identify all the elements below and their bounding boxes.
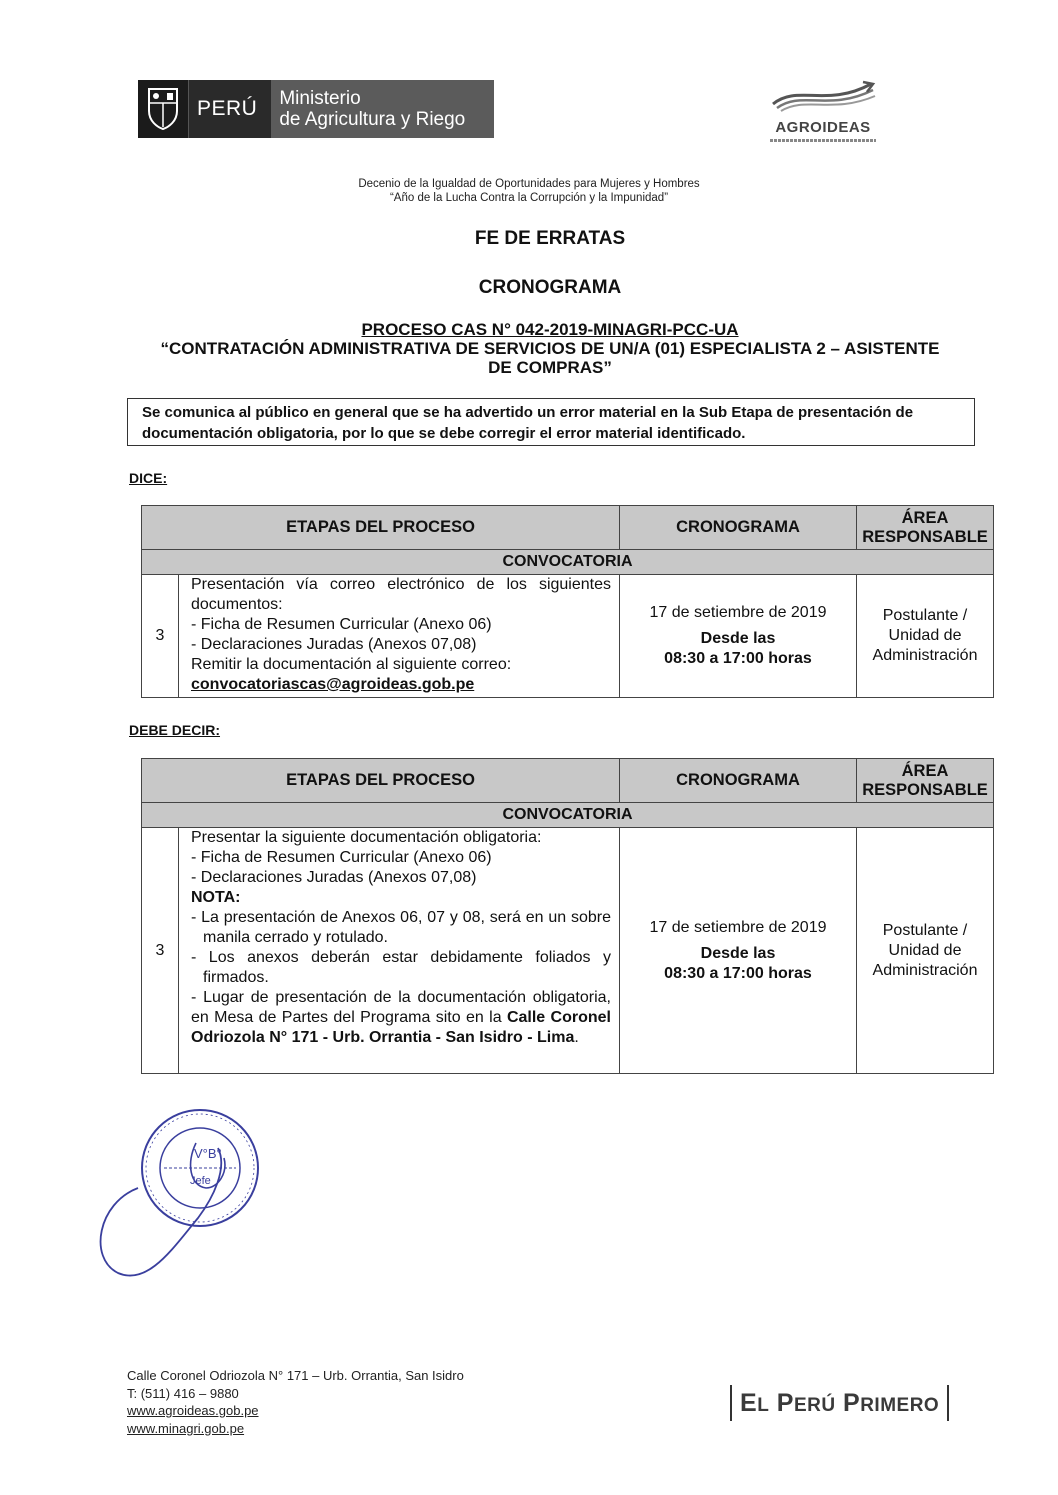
dice-label: DICE:: [129, 470, 168, 486]
page-title: FE DE ERRATAS: [474, 228, 626, 249]
official-stamp: [78, 1108, 268, 1293]
slogan-p1: P: [776, 1389, 794, 1417]
schedule-date: 17 de setiembre de 2019: [649, 918, 827, 936]
row-number: 3: [142, 828, 179, 1074]
email-address: convocatoriascas@agroideas.gob.pe: [191, 676, 475, 693]
nota-label: NOTA:: [191, 889, 241, 906]
notice-box: Se comunica al público en general que se ha advertido un error material en la Sub Etapa de presentación de documentación obligatoria, por lo que se debe corregir el error material identificado.: [127, 398, 975, 446]
ministry-name: [271, 80, 494, 138]
row-area: [857, 575, 994, 698]
nota-item: - La presentación de Anexos 06, 07 y 08, será en un sobre manila cerrado y rotulado.: [191, 909, 611, 946]
schedule-from: Desde las: [700, 944, 776, 962]
header-area-line-1: ÁREA: [901, 508, 949, 527]
debe-decir-table: [141, 758, 994, 1074]
debe-decir-label: DEBE DECIR:: [129, 722, 221, 738]
slogan-eru: ERÚ: [793, 1395, 836, 1416]
section-row: [142, 803, 994, 828]
ministry-line-2: de Agricultura y Riego: [279, 109, 466, 130]
row-area: [857, 828, 994, 1074]
row-schedule: [620, 828, 857, 1074]
row-description: [179, 828, 620, 1074]
header-area: [857, 506, 994, 550]
slogan-rimero: RIMERO: [860, 1395, 940, 1416]
area-line: Administración: [872, 961, 978, 979]
header-area-line-2: RESPONSABLE: [862, 527, 988, 546]
ministry-logo: [138, 80, 494, 138]
desc-line: - Ficha de Resumen Curricular (Anexo 06): [191, 616, 492, 633]
schedule-date: 17 de setiembre de 2019: [649, 604, 827, 621]
location-address: Calle Coronel Odriozola N° 171 - Urb. Orrantia - San Isidro - Lima: [191, 1009, 611, 1046]
header-area: [857, 759, 994, 803]
schedule-hours: 08:30 a 17:00 horas: [664, 964, 812, 982]
table-header-row: [142, 506, 994, 550]
agroideas-logo: [762, 78, 884, 142]
footer-address: Calle Coronel Odriozola N° 171 – Urb. Orrantia, San Isidro: [127, 1368, 464, 1383]
table-header-row: [142, 759, 994, 803]
area-line: Unidad de: [888, 627, 962, 644]
desc-line: Presentar la siguiente documentación obligatoria:: [191, 829, 542, 846]
nota-item-location: [191, 988, 611, 1048]
header-etapas: ETAPAS DEL PROCESO: [142, 506, 620, 550]
location-text: - Lugar de presentación de la documentación obligatoria, en Mesa de Partes del Programa sito en la: [191, 989, 611, 1026]
header-etapas: ETAPAS DEL PROCESO: [142, 759, 620, 803]
coat-of-arms-icon: [138, 80, 188, 138]
header-area-line-1: ÁREA: [901, 761, 949, 780]
agroideas-wordmark: AGROIDEAS: [775, 119, 871, 136]
slogan-logo: [730, 1385, 949, 1421]
area-line: Postulante /: [882, 921, 968, 939]
table-row: [142, 828, 994, 1074]
agroideas-tagline-bar: [770, 139, 876, 142]
slogan-l: L: [757, 1395, 770, 1416]
footer-contact: [127, 1367, 464, 1437]
desc-line: - Declaraciones Juradas (Anexos 07,08): [191, 869, 477, 886]
process-heading: [0, 320, 1058, 377]
decree-line-1: Decenio de la Igualdad de Oportunidades para Mujeres y Hombres: [358, 178, 700, 190]
process-code: PROCESO CAS N° 042-2019-MINAGRI-PCC-UA: [361, 320, 739, 339]
stamp-seal-icon: [78, 1108, 268, 1288]
header-area-line-2: RESPONSABLE: [862, 780, 988, 799]
dice-table: [141, 505, 994, 698]
row-number: 3: [142, 575, 179, 698]
footer-link-agroideas[interactable]: www.agroideas.gob.pe: [127, 1403, 259, 1418]
schedule-hours: 08:30 a 17:00 horas: [664, 650, 812, 667]
header-cronograma: CRONOGRAMA: [620, 759, 857, 803]
area-line: Unidad de: [888, 941, 962, 959]
section-convocatoria: CONVOCATORIA: [142, 803, 994, 828]
country-label: PERÚ: [188, 80, 271, 138]
header-cronograma: CRONOGRAMA: [620, 506, 857, 550]
table-row: [142, 575, 994, 698]
agroideas-waves-icon: [767, 78, 879, 112]
process-name-line-2: DE COMPRAS”: [488, 358, 612, 377]
process-name-line-1: “CONTRATACIÓN ADMINISTRATIVA DE SERVICIOS DE UN/A (01) ESPECIALISTA 2 – ASISTENTE: [160, 339, 940, 358]
schedule-from: Desde las: [700, 630, 776, 647]
area-line: Administración: [872, 647, 978, 664]
desc-line: Presentación vía correo electrónico de los siguientes documentos:: [191, 576, 611, 613]
slogan-e: E: [740, 1389, 758, 1417]
desc-line: Remitir la documentación al siguiente correo:: [191, 656, 512, 673]
desc-line: - Declaraciones Juradas (Anexos 07,08): [191, 636, 477, 653]
decree-line-2: “Año de la Lucha Contra la Corrupción y la Impunidad”: [389, 192, 669, 204]
section-row: [142, 550, 994, 575]
nota-item: - Los anexos deberán estar debidamente foliados y firmados.: [191, 949, 611, 986]
stamp-vb: V°B°: [194, 1146, 222, 1161]
slogan-p2: P: [843, 1389, 861, 1417]
decree-text: [0, 177, 1058, 205]
stamp-jefe: Jefe: [190, 1175, 211, 1187]
row-description: [179, 575, 620, 698]
footer-phone: T: (511) 416 – 9880: [127, 1385, 239, 1401]
area-line: Postulante /: [882, 607, 968, 624]
location-end: .: [574, 1029, 579, 1046]
desc-line: - Ficha de Resumen Curricular (Anexo 06): [191, 849, 492, 866]
page-subtitle: CRONOGRAMA: [478, 277, 622, 298]
section-convocatoria: CONVOCATORIA: [142, 550, 994, 575]
ministry-line-1: Ministerio: [279, 88, 361, 109]
row-schedule: [620, 575, 857, 698]
footer-link-minagri[interactable]: www.minagri.gob.pe: [127, 1420, 245, 1436]
